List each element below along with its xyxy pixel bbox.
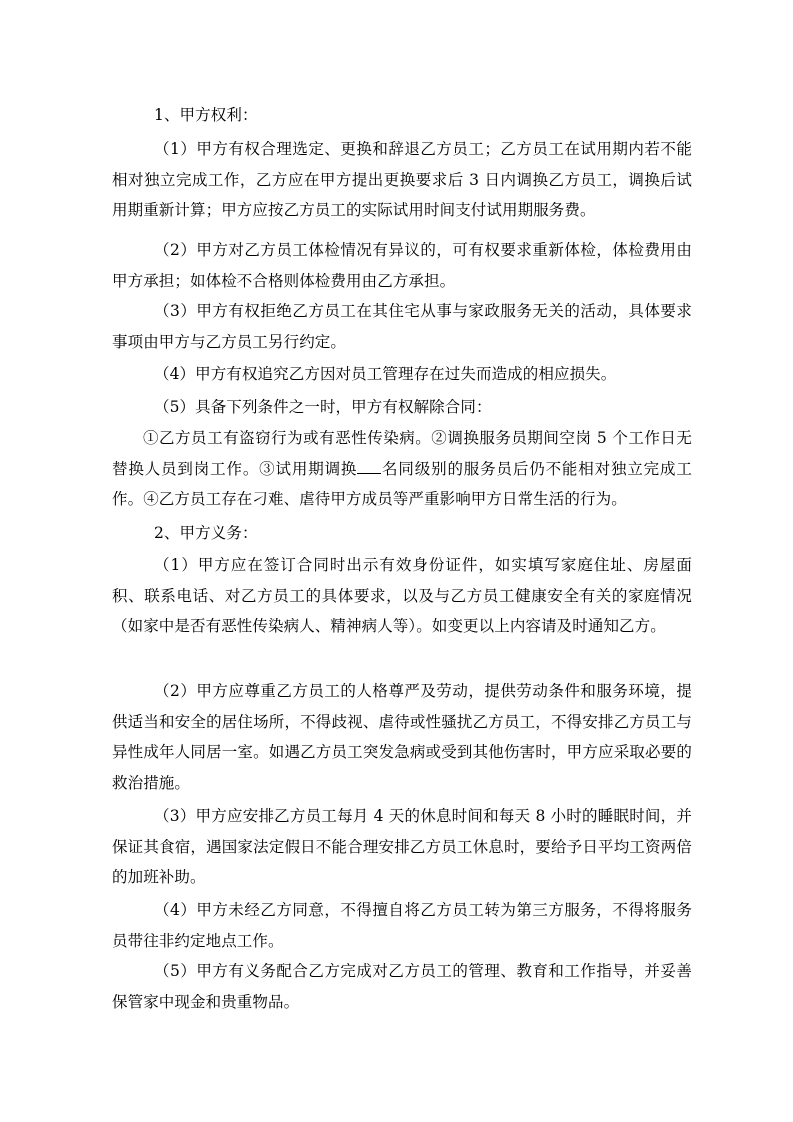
duty-1: （1）甲方应在签订合同时出示有效身份证件，如实填写家庭住址、房屋面积、联系电话、对乙方员工的具体要求，以及与乙方员工健康安全有关的家庭情况（如家中是否有恶性传染病人、精神病人等）。如变更以上内容请及时通知乙方。 bbox=[112, 556, 692, 635]
right-5-items-a: ①乙方员工有盗窃行为或有恶性传染病。②调换服务员期间空岗 5 个工作日无替换人员到岗工作。③试用期调换 bbox=[112, 429, 692, 478]
duty-3: （3）甲方应安排乙方员工每月 4 天的休息时间和每天 8 小时的睡眠时间，并保证其食宿，遇国家法定假日不能合理安排乙方员工休息时，要给予日平均工资两倍的加班补助。 bbox=[112, 807, 692, 886]
right-5-items-b: 名同级别的服务员后仍不能相对独立完成工作。④乙方员工存在刁难、虐待甲方成员等严重影响甲方日常生活的行为。 bbox=[112, 459, 692, 508]
right-2: （2）甲方对乙方员工体检情况有异议的，可有权要求重新体检，体检费用由甲方承担；如体检不合格则体检费用由乙方承担。 bbox=[112, 241, 692, 290]
right-5-items bbox=[112, 423, 692, 515]
right-4: （4）甲方有权追究乙方因对员工管理存在过失而造成的相应损失。 bbox=[154, 365, 617, 383]
rights-heading: 1、甲方权利： bbox=[154, 106, 258, 124]
duty-2: （2）甲方应尊重乙方员工的人格尊严及劳动，提供劳动条件和服务环境，提供适当和安全的居住场所，不得歧视、虐待或性骚扰乙方员工，不得安排乙方员工与异性成年人同居一室。如遇乙方员工突发急病或受到其他伤害时，甲方应采取必要的救治措施。 bbox=[112, 682, 692, 792]
right-3: （3）甲方有权拒绝乙方员工在其住宅从事与家政服务无关的活动，具体要求事项由甲方与乙方员工另行约定。 bbox=[112, 302, 692, 351]
duties-heading: 2、甲方义务： bbox=[154, 524, 258, 542]
right-1: （1）甲方有权合理选定、更换和辞退乙方员工；乙方员工在试用期内若不能相对独立完成工作，乙方应在甲方提出更换要求后 3 日内调换乙方员工，调换后试用期重新计算；甲方应按乙方员工的实际试用时间支付试用期服务费。 bbox=[112, 140, 692, 219]
right-5: （5）具备下列条件之一时，甲方有权解除合同： bbox=[154, 398, 492, 416]
duty-4: （4）甲方未经乙方同意，不得擅自将乙方员工转为第三方服务，不得将服务员带往非约定地点工作。 bbox=[112, 901, 692, 950]
duty-5: （5）甲方有义务配合乙方完成对乙方员工的管理、教育和工作指导，并妥善保管家中现金和贵重物品。 bbox=[112, 962, 692, 1011]
blank-underline bbox=[357, 459, 381, 474]
